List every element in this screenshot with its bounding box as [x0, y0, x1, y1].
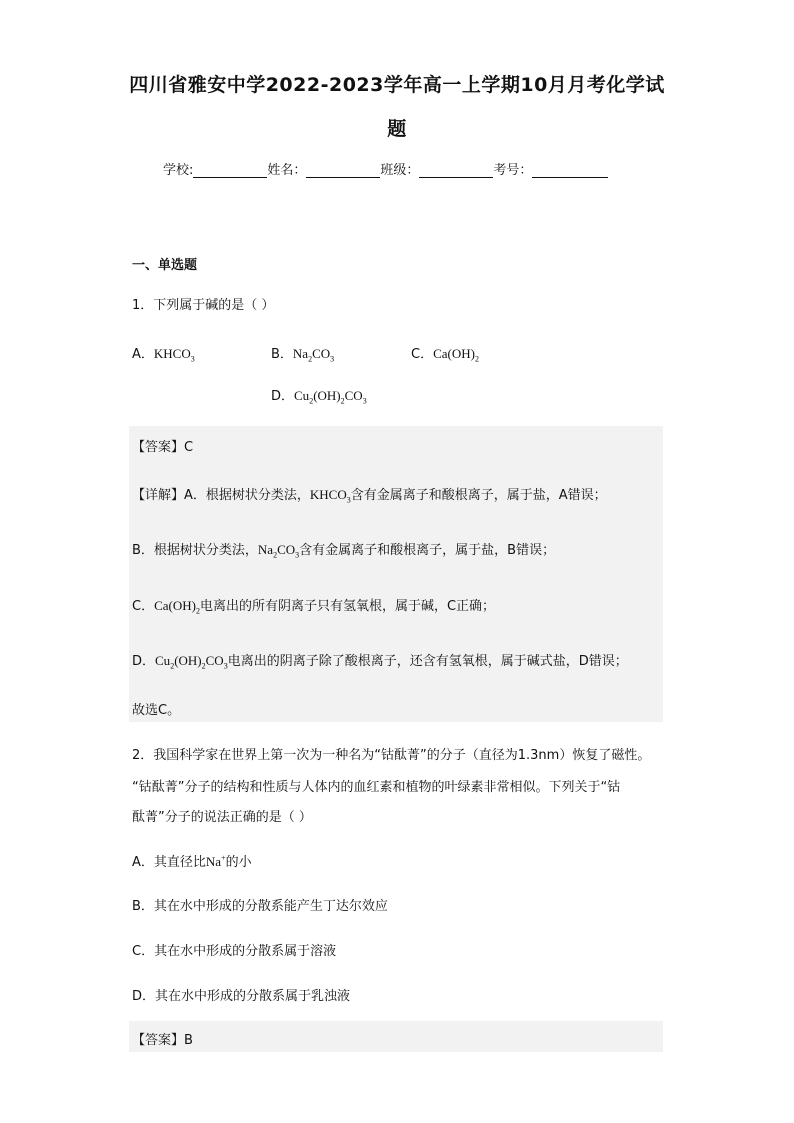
title-line-2: 题 [387, 118, 407, 140]
q2-option-b: B．其在水中形成的分散系能产生丁达尔效应 [132, 899, 388, 914]
q2-answer-panel [129, 1021, 663, 1052]
q1-option-a: A．$KHCO_3$ [132, 346, 195, 364]
school-blank[interactable] [193, 163, 267, 178]
q2-option-a: A．其直径比Na+的小 [132, 853, 252, 870]
q1-explain-c: C．$Ca(OH)_2$电离出的所有阴离子只有氢氧根，属于碱，C正确； [132, 598, 496, 616]
q1-stem: 1．下列属于碱的是（ ） [132, 298, 275, 313]
q1-explain-b: B．根据树状分类法，$Na_2CO_3$含有金属离子和酸根离子，属于盐，B错误； [132, 542, 556, 560]
q2-stem-line-3: 酞菁”分子的说法正确的是（ ） [132, 810, 312, 825]
q1-option-d: D．$Cu_2(OH)_2CO_3$ [271, 388, 367, 406]
q1-explain-a: 【详解】A．根据树状分类法，$KHCO_3$含有金属离子和酸根离子，属于盐，A错误； [132, 487, 607, 505]
section-heading: 一、单选题 [132, 258, 198, 273]
class-label: 班级： [380, 163, 420, 178]
class-blank[interactable] [419, 163, 493, 178]
q2-option-c: C．其在水中形成的分散系属于溶液 [132, 944, 337, 959]
q2-stem-line-1: 2．我国科学家在世界上第一次为一种名为“钴酞菁”的分子（直径为1.3nm）恢复了磁性。 [132, 748, 651, 763]
q2-stem-line-2: “钴酞菁”分子的结构和性质与人体内的血红素和植物的叶绿素非常相似。下列关于“钴 [132, 780, 621, 795]
exam-number-label: 考号： [493, 163, 533, 178]
q2-option-d: D．其在水中形成的分散系属于乳浊液 [132, 989, 351, 1004]
school-label: 学校: [163, 163, 194, 178]
title-line-1: 四川省雅安中学2022-2023学年高一上学期10月月考化学试 [129, 74, 665, 96]
q1-answer: 【答案】C [132, 440, 194, 455]
q1-option-c: C．$Ca(OH)_2$ [411, 346, 479, 364]
student-info-row [163, 159, 608, 178]
q1-answer-panel [129, 426, 663, 722]
q1-option-b: B．$Na_2CO_3$ [271, 346, 335, 364]
q1-explain-d: D．$Cu_2(OH)_2CO_3$电离出的阴离子除了酸根离子，还含有氢氧根，属于碱式盐，D错误； [132, 653, 628, 671]
q2-answer: 【答案】B [132, 1033, 193, 1048]
exam-number-blank[interactable] [532, 163, 608, 178]
q1-conclusion: 故选C。 [132, 703, 181, 718]
name-blank[interactable] [306, 163, 380, 178]
name-label: 姓名： [267, 163, 307, 178]
